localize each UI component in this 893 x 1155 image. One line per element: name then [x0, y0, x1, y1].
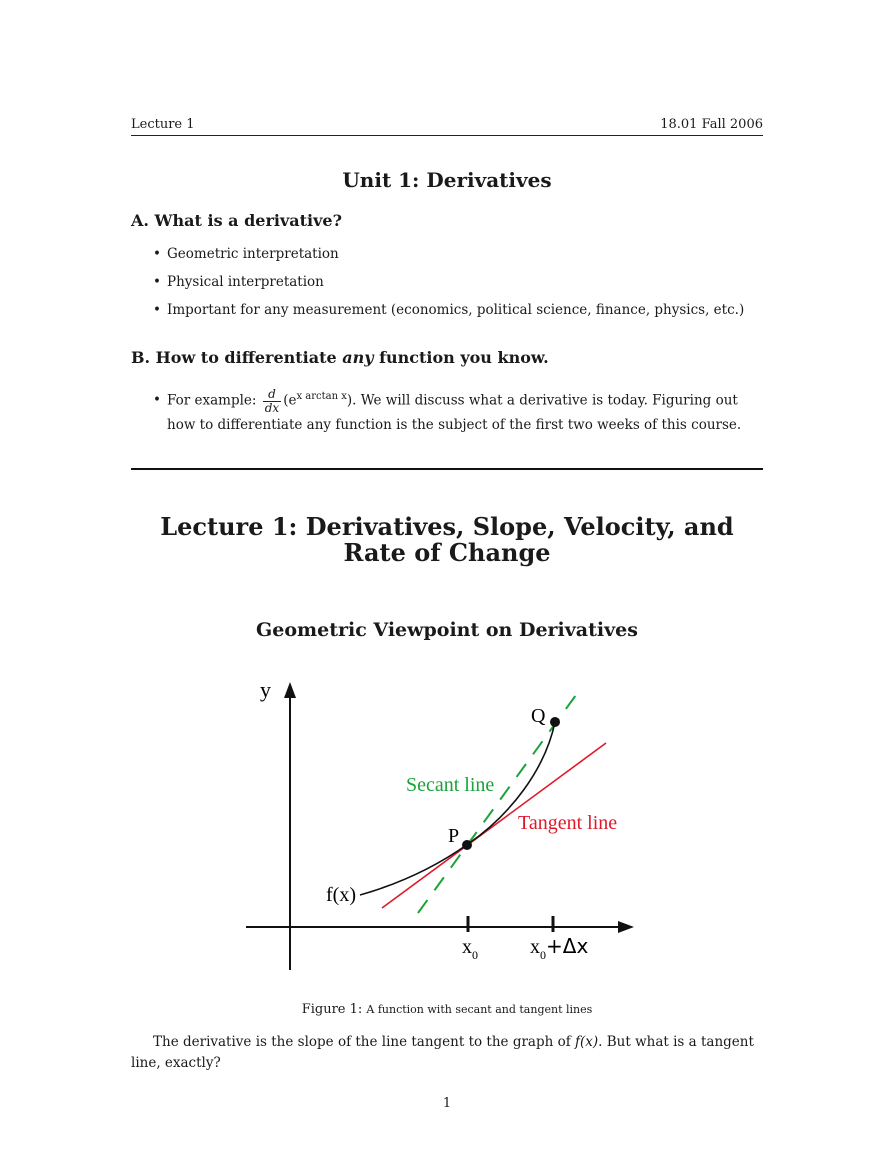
- paragraph-pre: The derivative is the slope of the line tangent to the graph of: [153, 1034, 576, 1050]
- example-text: We will discuss what a derivative is today. Figuring out how to differentiate any function is the subject of the first two weeks of this course.: [167, 392, 742, 433]
- section-a-list: [153, 245, 765, 329]
- section-b-heading-pre: B. How to differentiate: [131, 348, 343, 367]
- fraction-numerator: d: [263, 388, 281, 402]
- section-b-heading-post: function you know.: [373, 348, 549, 367]
- expr-close: ).: [346, 392, 357, 409]
- list-item: • Geometric interpretation: [153, 245, 765, 273]
- x0-label: [462, 936, 478, 962]
- curve-label: f(x): [326, 884, 356, 906]
- caption-text: A function with secant and tangent lines: [366, 1003, 593, 1016]
- y-axis-label: y: [260, 677, 271, 702]
- list-item: • Important for any measurement (economics, political science, finance, physics, etc.): [153, 301, 765, 329]
- paragraph-math: f(x): [575, 1034, 599, 1050]
- geometric-title: Geometric Viewpoint on Derivatives: [256, 619, 638, 641]
- section-a-heading: A. What is a derivative?: [131, 211, 342, 230]
- lecture-title: Lecture 1: Derivatives, Slope, Velocity, and Rate of Change: [160, 512, 734, 567]
- expr-open: (e: [283, 392, 297, 409]
- function-curve: [360, 722, 555, 895]
- point-q-label: Q: [531, 705, 546, 727]
- expr-exponent: x arctan x: [296, 391, 347, 402]
- x0-main: x: [462, 936, 472, 958]
- section-b-item: [153, 386, 765, 436]
- body-paragraph: [131, 1032, 765, 1074]
- bullet: •: [153, 392, 161, 408]
- point-p-label: P: [448, 825, 460, 847]
- unit-title: Unit 1: Derivatives: [342, 168, 552, 192]
- example-prefix: For example:: [167, 392, 261, 409]
- paragraph-post: . But what is a tangent line, exactly?: [131, 1034, 754, 1071]
- page-number: 1: [442, 1096, 452, 1111]
- list-item: • Physical interpretation: [153, 273, 765, 301]
- secant-line: [418, 695, 576, 913]
- fraction-denominator: dx: [264, 400, 280, 415]
- secant-label: Secant line: [406, 774, 495, 796]
- figure-diagram: [240, 670, 650, 990]
- x0dx-label: [530, 934, 588, 962]
- running-header-left: Lecture 1: [131, 117, 195, 132]
- section-b-heading-em: any: [342, 348, 374, 367]
- running-header-right: 18.01 Fall 2006: [660, 117, 763, 132]
- section-b-heading: [131, 348, 549, 367]
- header-rule: [131, 135, 763, 136]
- y-axis-arrow-icon: [284, 682, 296, 698]
- x-axis-arrow-icon: [618, 921, 634, 933]
- x0dx-main: x: [530, 936, 540, 958]
- tangent-label: Tangent line: [518, 812, 618, 834]
- caption-label: Figure 1:: [301, 1002, 367, 1017]
- figure-caption: [131, 1002, 763, 1017]
- section-divider: [131, 468, 763, 470]
- point-q: [550, 717, 560, 727]
- x0-sub: 0: [472, 948, 478, 962]
- x0dx-sub: 0: [540, 948, 546, 962]
- x0dx-suffix: +Δx: [546, 934, 589, 958]
- derivative-fraction: [263, 388, 281, 415]
- point-p: [462, 840, 472, 850]
